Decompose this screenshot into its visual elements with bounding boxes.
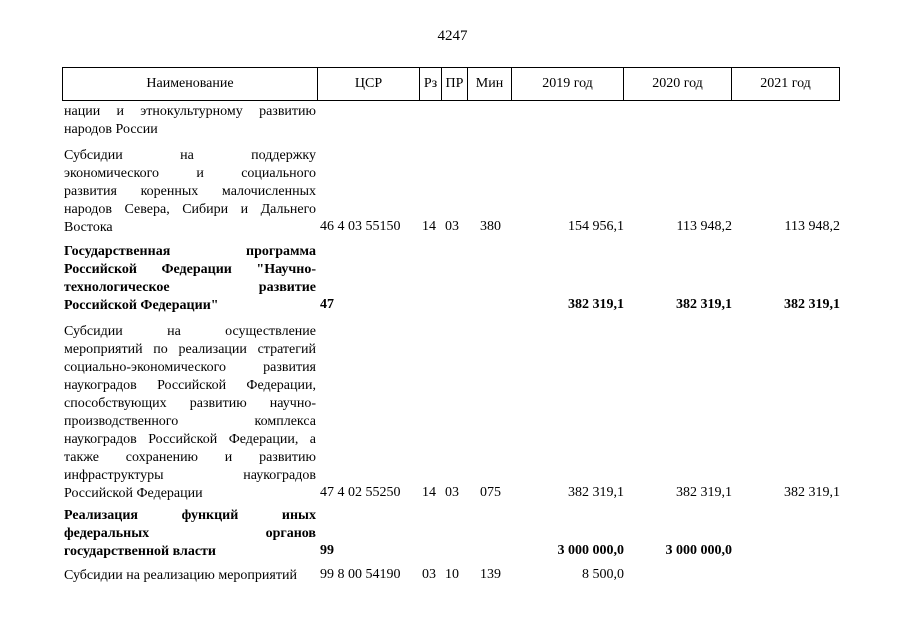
row-value-2020: 382 319,1 bbox=[676, 297, 732, 312]
row-name-line: экономического и социального bbox=[64, 166, 316, 181]
row-rz: 14 bbox=[422, 219, 436, 234]
row-name-line: наукоградов Российской Федерации, а bbox=[64, 432, 316, 447]
row-value-2019: 382 319,1 bbox=[568, 297, 624, 312]
header-min: Мин bbox=[467, 68, 511, 100]
header-2020: 2020 год bbox=[623, 68, 731, 100]
row-name-line: народов России bbox=[64, 122, 158, 137]
row-name-line: способствующих развитию научно- bbox=[64, 396, 316, 411]
row-name-line: социально-экономического развития bbox=[64, 360, 316, 375]
row-name bbox=[64, 567, 316, 585]
row-min: 380 bbox=[480, 219, 501, 234]
row-name-line: Государственная программа bbox=[64, 244, 316, 259]
row-csr: 99 bbox=[320, 543, 334, 558]
row-csr: 99 8 00 54190 bbox=[320, 567, 401, 582]
row-value-2020: 382 319,1 bbox=[676, 485, 732, 500]
row-value-2021: 382 319,1 bbox=[784, 297, 840, 312]
row-value-2019: 154 956,1 bbox=[568, 219, 624, 234]
row-name-line: народов Севера, Сибири и Дальнего bbox=[64, 202, 316, 217]
row-name bbox=[64, 323, 316, 503]
row-rz: 03 bbox=[422, 567, 436, 582]
row-name bbox=[64, 507, 316, 561]
row-name-line: развития коренных малочисленных bbox=[64, 184, 316, 199]
row-pr: 03 bbox=[445, 219, 459, 234]
header-rz: Рз bbox=[419, 68, 441, 100]
row-name-line: Российской Федерации bbox=[64, 486, 203, 501]
row-value-2020: 3 000 000,0 bbox=[665, 543, 732, 558]
row-csr: 46 4 03 55150 bbox=[320, 219, 401, 234]
row-name-line: нации и этнокультурному развитию bbox=[64, 104, 316, 119]
row-name-line: Востока bbox=[64, 220, 113, 235]
row-min: 139 bbox=[480, 567, 501, 582]
table-header bbox=[62, 67, 840, 101]
row-name-line: Реализация функций иных bbox=[64, 508, 316, 523]
row-name-line: Российской Федерации" bbox=[64, 298, 219, 313]
row-name-line: Российской Федерации "Научно- bbox=[64, 262, 316, 277]
row-name-line: Субсидии на реализацию мероприятий bbox=[64, 568, 297, 583]
header-csr: ЦСР bbox=[317, 68, 419, 100]
header-2019: 2019 год bbox=[511, 68, 623, 100]
row-name-line: государственной власти bbox=[64, 544, 216, 559]
row-name bbox=[64, 103, 316, 139]
row-name-line: инфраструктуры наукоградов bbox=[64, 468, 316, 483]
row-rz: 14 bbox=[422, 485, 436, 500]
row-name-line: производственного комплекса bbox=[64, 414, 316, 429]
row-name-line: федеральных органов bbox=[64, 526, 316, 541]
header-name: Наименование bbox=[146, 76, 234, 91]
row-name-line: Субсидии на поддержку bbox=[64, 148, 316, 163]
row-value-2019: 8 500,0 bbox=[582, 567, 624, 582]
row-csr: 47 bbox=[320, 297, 334, 312]
row-csr: 47 4 02 55250 bbox=[320, 485, 401, 500]
row-name-line: Субсидии на осуществление bbox=[64, 324, 316, 339]
header-2021: 2021 год bbox=[731, 68, 839, 100]
row-name-line: также сохранению и развитию bbox=[64, 450, 316, 465]
row-name bbox=[64, 147, 316, 237]
row-name-line: наукоградов Российской Федерации, bbox=[64, 378, 316, 393]
header-pr: ПР bbox=[441, 68, 467, 100]
row-value-2019: 382 319,1 bbox=[568, 485, 624, 500]
row-pr: 03 bbox=[445, 485, 459, 500]
row-name-line: технологическое развитие bbox=[64, 280, 316, 295]
row-value-2019: 3 000 000,0 bbox=[557, 543, 624, 558]
row-value-2021: 113 948,2 bbox=[784, 219, 840, 234]
row-pr: 10 bbox=[445, 567, 459, 582]
row-min: 075 bbox=[480, 485, 501, 500]
row-name-line: мероприятий по реализации стратегий bbox=[64, 342, 316, 357]
page-number: 4247 bbox=[437, 28, 468, 44]
row-name bbox=[64, 243, 316, 315]
row-value-2021: 382 319,1 bbox=[784, 485, 840, 500]
row-value-2020: 113 948,2 bbox=[676, 219, 732, 234]
